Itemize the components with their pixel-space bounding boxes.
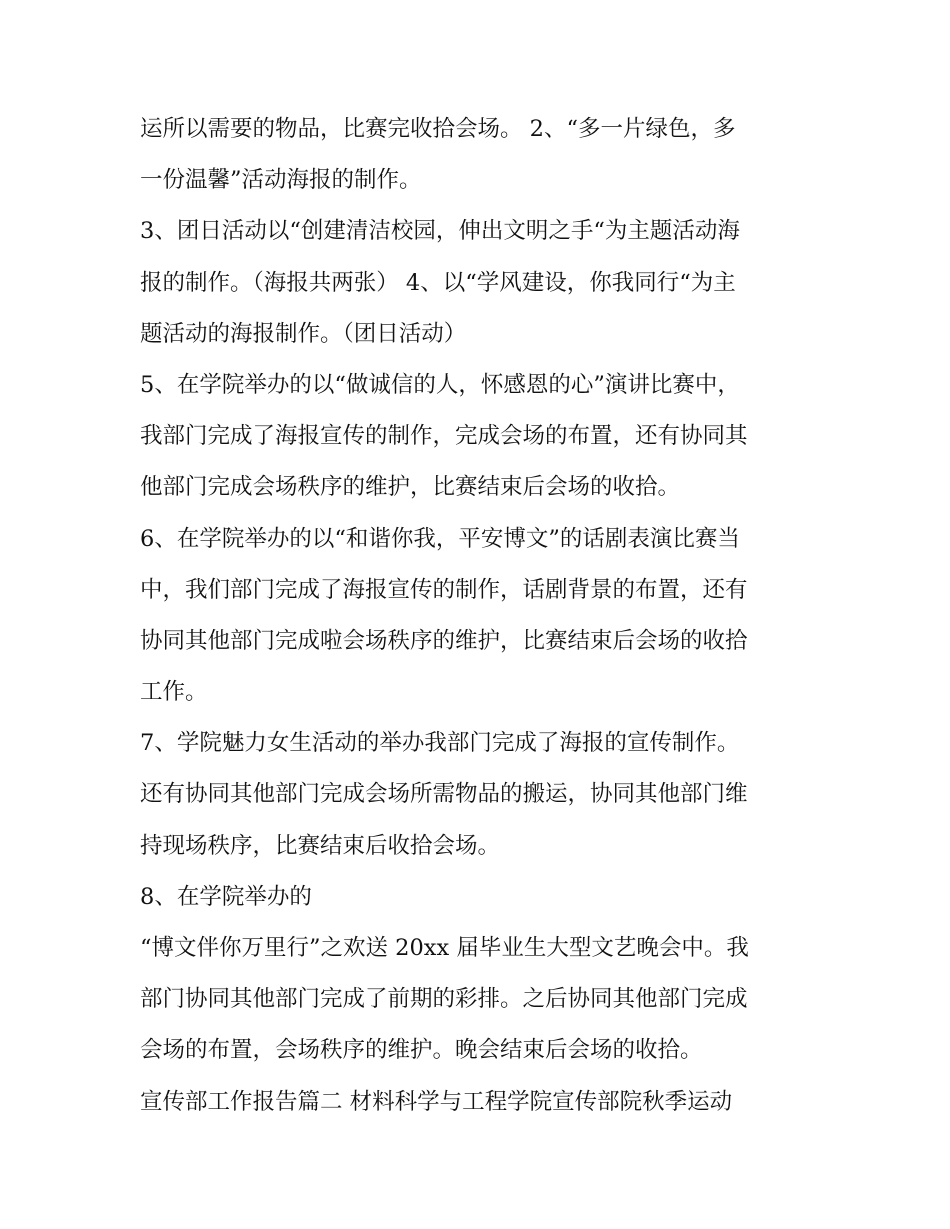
text-line: 持现场秩序，比赛结束后收拾会场。 <box>140 832 501 859</box>
text-line: 5、在学院举办的以“做诚信的人，怀感恩的心”演讲比赛中， <box>140 371 740 398</box>
text-line: 我部门完成了海报宣传的制作，完成会场的布置，还有协同其 <box>140 423 748 450</box>
document-body <box>140 104 830 1128</box>
text-line: 还有协同其他部门完成会场所需物品的搬运，协同其他部门维 <box>140 781 748 808</box>
text-line: 3、团日活动以“创建清洁校园，伸出文明之手“为主题活动海 <box>140 218 740 245</box>
text-line: 6、在学院举办的以“和谐你我，平安博文”的话剧表演比赛当 <box>140 525 740 552</box>
text-line: 一份温馨”活动海报的制作。 <box>140 167 422 194</box>
text-line: 协同其他部门完成啦会场秩序的维护，比赛结束后会场的收拾 <box>140 627 748 654</box>
text-line: 工作。 <box>140 679 208 706</box>
text-line: 7、学院魅力女生活动的举办我部门完成了海报的宣传制作。 <box>140 730 740 757</box>
text-line: 部门协同其他部门完成了前期的彩排。之后协同其他部门完成 <box>140 986 748 1013</box>
text-line: 题活动的海报制作。（团日活动） <box>140 320 467 347</box>
text-line: 运所以需要的物品，比赛完收拾会场。 2、“多一片绿色，多 <box>140 116 736 142</box>
text-line: 宣传部工作报告篇二 材料科学与工程学院宣传部院秋季运动 <box>140 1088 733 1115</box>
text-line: 中，我们部门完成了海报宣传的制作，话剧背景的布置，还有 <box>140 576 748 603</box>
text-line: 他部门完成会场秩序的维护，比赛结束后会场的收拾。 <box>140 474 681 501</box>
text-line: “博文伴你万里行”之欢送 20xx 届毕业生大型文艺晚会中。我 <box>140 935 749 961</box>
text-line: 8、在学院举办的 <box>140 883 312 910</box>
text-line: 会场的布置，会场秩序的维护。晚会结束后会场的收拾。 <box>140 1037 703 1064</box>
text-line: 报的制作。（海报共两张） 4、以“学风建设，你我同行“为主 <box>140 269 736 296</box>
